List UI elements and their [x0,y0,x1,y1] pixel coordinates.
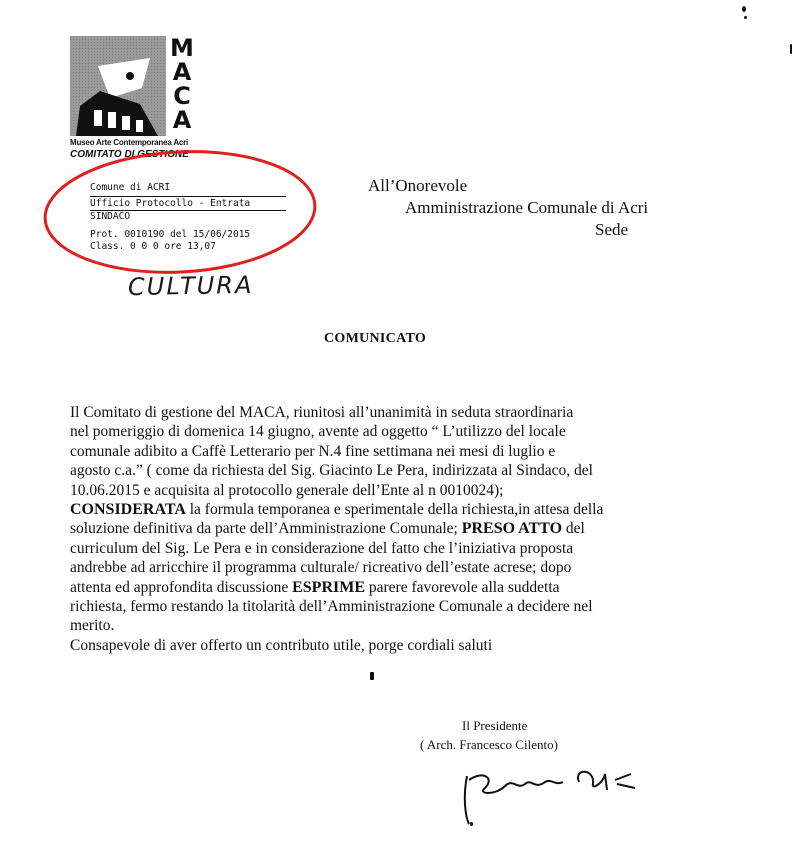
keyword-esprime: ESPRIME [292,578,366,596]
body-line: nel pomeriggio di domenica 14 giugno, avente ad oggetto “ L’utilizzo del locale [70,423,566,441]
recipient-address [365,175,648,241]
body-line [70,519,710,538]
body-line: Il Comitato di gestione del MACA, riunitosi all’unanimità in seduta straordinaria [70,404,574,421]
document-body [70,403,710,655]
body-line: comunale adibito a Caffè Letterario per N.4 fine settimana nei mesi di luglio e [70,442,556,460]
body-text-span: parere favorevole alla suddetta [365,578,560,596]
stamp-class: Class. 0 0 0 ore 13,07 [90,241,216,252]
logo-letter: A [172,106,192,134]
body-line: andrebbe ad arricchire il programma culturale/ ricreativo dell’estate acrese; dopo [70,559,572,577]
logo-subtitle: Museo Arte Contemporanea Acri [70,138,189,147]
body-line: agosto c.a.” ( come da richiesta del Sig. Giacinto Le Pera, indirizzata al Sindaco, del [70,462,593,480]
president-name: ( Arch. Francesco Cilento) [420,737,558,752]
body-text-span: soluzione definitiva da parte dell’Amministrazione Comunale; [70,520,462,538]
recipient-line: Amministrazione Comunale di Acri [405,198,649,217]
stamp-office: Ufficio Protocollo - Entrata [90,198,286,211]
logo-letter: M [170,34,194,62]
body-text-span: attenta ed approfondita discussione [70,578,293,596]
signature-block [420,716,558,754]
keyword-considerata: CONSIDERATA [70,501,186,519]
logo-committee: COMITATO DI GESTIONE [70,149,189,160]
scan-speck [742,6,746,12]
maca-logo-mark [70,36,166,136]
body-text-span: del [562,520,585,538]
president-title: Il Presidente [462,718,528,733]
body-line: merito. [70,617,115,635]
logo-letter: C [173,82,191,110]
maca-logo [70,36,210,162]
body-line [70,578,710,597]
body-line: Consapevole di aver offerto un contributo utile, porge cordiali saluti [70,636,493,654]
protocol-stamp [90,182,286,253]
handwritten-note: CULTURA [127,270,254,302]
body-line: 10.06.2015 e acquisita al protocollo generale dell’Ente al n 0010024); [70,481,504,499]
document-title: COMUNICATO [324,331,427,346]
stamp-protocol-number: Prot. 0010190 del 15/06/2015 [90,229,251,240]
scan-speck [370,672,374,680]
maca-logo-letters [170,36,194,132]
stamp-comune: Comune di ACRI [90,182,286,197]
recipient-line: Sede [595,220,629,239]
body-text-span: la formula temporanea e sperimentale della richiesta,in attesa della [185,501,604,519]
body-line: curriculum del Sig. Le Pera e in considerazione del fatto che l’iniziativa proposta [70,539,574,557]
scan-speck [470,822,473,826]
body-line: richiesta, fermo restando la titolarità dell’Amministrazione Comunale a decidere nel [70,598,593,616]
stamp-recipient: SINDACO [90,211,131,222]
logo-letter: A [172,58,192,86]
handwritten-signature [455,756,655,826]
body-line [70,500,710,519]
scan-speck [744,16,747,19]
keyword-preso-atto: PRESO ATTO [461,520,563,538]
recipient-line: All’Onorevole [368,176,468,195]
scan-speck [790,44,792,54]
